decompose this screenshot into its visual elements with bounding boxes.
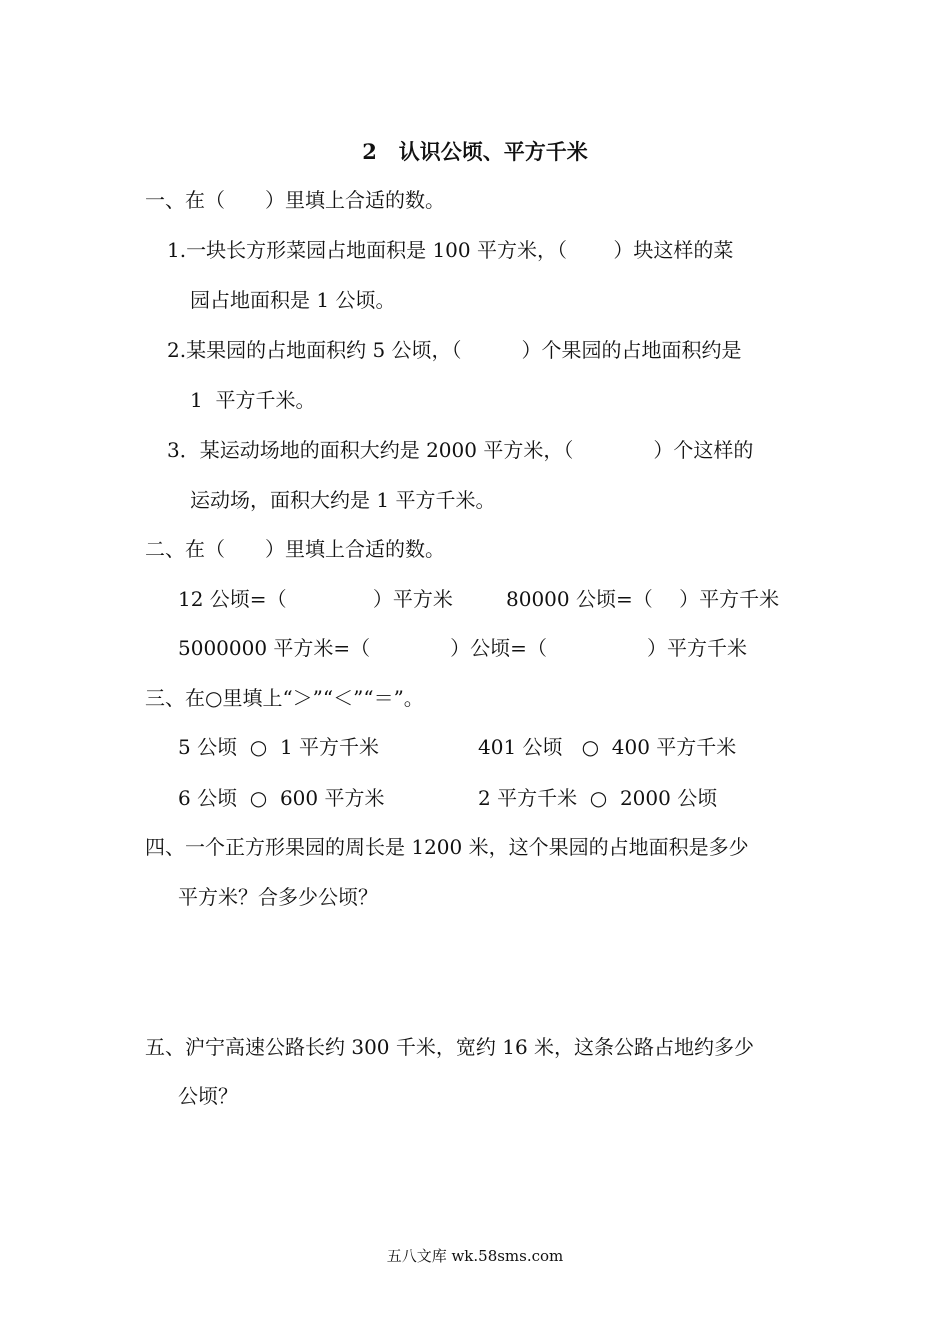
question3-line2: 运动场，面积大约是 1 平方千米。 bbox=[190, 488, 496, 512]
section4-line1: 四、一个正方形果园的周长是 1200 米，这个果园的占地面积是多少 bbox=[145, 835, 749, 859]
section4-line2: 平方米？合多少公顷？ bbox=[178, 885, 378, 909]
question2-line2: 1 平方千米。 bbox=[190, 388, 316, 412]
page-title: 2 认识公顷、平方千米 bbox=[362, 139, 588, 164]
section2-heading: 二、在（ ）里填上合适的数。 bbox=[145, 537, 445, 561]
conversion-5000000-square-meters: 5000000 平方米=（ ）公顷=（ ）平方千米 bbox=[178, 636, 747, 660]
section5-line1: 五、沪宁高速公路长约 300 千米，宽约 16 米，这条公路占地约多少 bbox=[145, 1035, 755, 1059]
conversion-80000-hectares: 80000 公顷=（ ）平方千米 bbox=[506, 587, 780, 611]
compare-6-hectares: 6 公顷 ○ 600 平方米 bbox=[178, 786, 385, 810]
section5-line2: 公顷？ bbox=[178, 1084, 238, 1108]
compare-5-hectares: 5 公顷 ○ 1 平方千米 bbox=[178, 735, 380, 759]
question1-line1: 1.一块长方形菜园占地面积是 100 平方米，（ ）块这样的菜 bbox=[167, 238, 734, 262]
footer-watermark-text: 五八文库 wk.58sms.com bbox=[386, 1247, 564, 1265]
compare-401-hectares: 401 公顷 ○ 400 平方千米 bbox=[478, 735, 737, 759]
section3-heading: 三、在○里填上“＞”“＜”“＝”。 bbox=[145, 686, 424, 710]
section1-heading: 一、在（ ）里填上合适的数。 bbox=[145, 188, 445, 212]
compare-2-square-kilometers: 2 平方千米 ○ 2000 公顷 bbox=[478, 786, 718, 810]
conversion-12-hectares: 12 公顷=（ ）平方米 bbox=[178, 587, 453, 611]
question3-line1: 3．某运动场地的面积大约是 2000 平方米，（ ）个这样的 bbox=[167, 438, 754, 462]
question2-line1: 2.某果园的占地面积约 5 公顷，（ ）个果园的占地面积约是 bbox=[167, 338, 742, 362]
question1-line2: 园占地面积是 1 公顷。 bbox=[190, 288, 396, 312]
